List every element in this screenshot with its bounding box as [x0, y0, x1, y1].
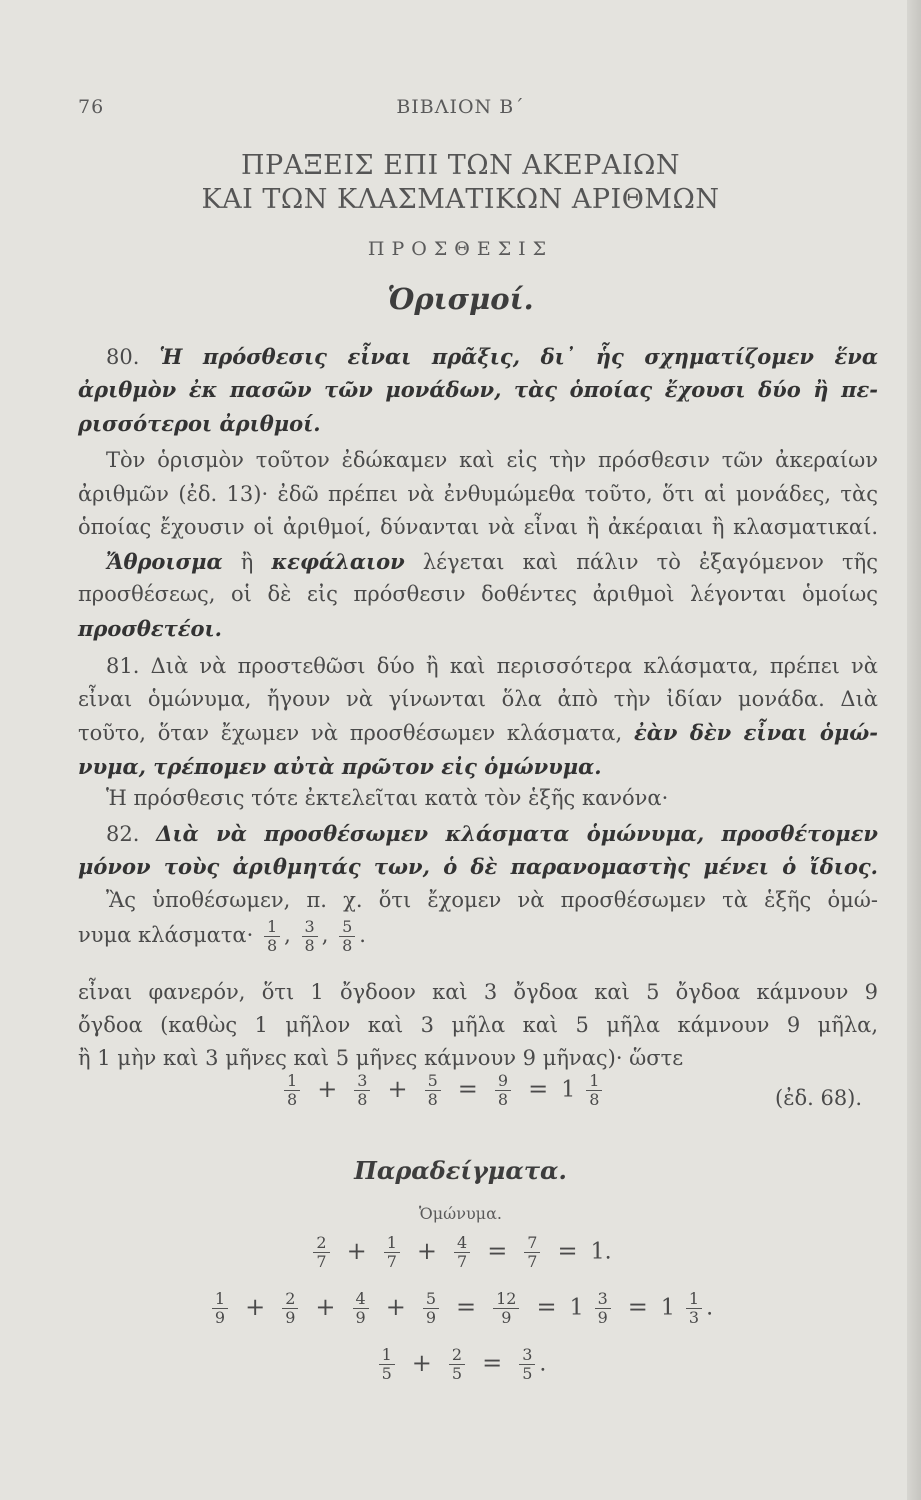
p80-line-8: προσθέσεως, οἱ δὲ εἰς πρόσθεσιν δοθέντες ἀριθμοὶ λέγονται ὁμοίως [78, 582, 878, 606]
p80-line-9: προσθετέοι. [78, 616, 222, 641]
page-edge [907, 0, 921, 1500]
reference: (ἐδ. 68). [775, 1086, 863, 1110]
p82-line-3: Ἂς ὑποθέσωμεν, π. χ. ὅτι ἔχομεν νὰ προσθέσωμεν τὰ ἑξῆς ὁμώ- [106, 888, 878, 912]
p81-line-5: Ἡ πρόσθεσις τότε ἐκτελεῖται κατὰ τὸν ἑξῆς κανόνα· [106, 786, 669, 810]
p82-line-4-text: νυμα κλάσματα· [78, 923, 254, 947]
p82-number: 82. [106, 822, 140, 846]
example-1: $\frac{2}{7}$ + $\frac{1}{7}$ + $\frac{4}{7}$ = $\frac{7}{7}$ = 1. [0, 1234, 921, 1271]
p81-rule-start: ἐὰν δὲν εἶναι ὁμώ- [633, 720, 878, 745]
p81-line-3-text: τοῦτο, ὅταν ἔχωμεν νὰ προσθέσωμεν κλάσματα, [78, 721, 623, 745]
example-2: $\frac{1}{9}$ + $\frac{2}{9}$ + $\frac{4}{9}$ + $\frac{5}{9}$ = $\frac{12}{9}$ = 1 $\frac{3}{9}$ = 1 $\frac{1}{3}$ . [0, 1290, 921, 1327]
p82-line-1 [106, 821, 878, 847]
term-kefalaion: κεφάλαιον [271, 549, 405, 574]
p80-or: ἢ [240, 550, 254, 574]
p81-line-2: εἶναι ὁμώνυμα, ἤγουν νὰ γίνωνται ὅλα ἀπὸ τὴν ἰδίαν μονάδα. Διὰ [78, 687, 878, 711]
running-head: ΒΙΒΛΙΟΝ Β΄ [396, 96, 525, 118]
section-title: ΠΡΟΣΘΕΣΙΣ [367, 238, 554, 260]
sum-equation: $\frac{1}{8}$ + $\frac{3}{8}$ + $\frac{5}{8}$ = $\frac{9}{8}$ = 1 $\frac{1}{8}$ [280, 1072, 606, 1109]
example-3: $\frac{1}{5}$ + $\frac{2}{5}$ = $\frac{3}{5}$ . [0, 1346, 921, 1383]
definitions-heading: Ὁρισμοί. [387, 282, 534, 316]
p80-line-7-rest: λέγεται καὶ πάλιν τὸ ἐξαγόμενον τῆς [422, 550, 878, 574]
p82-line-6: ὄγδοα (καθὼς 1 μῆλον καὶ 3 μῆλα καὶ 5 μῆλα κάμνουν 9 μῆλα, [78, 1013, 878, 1037]
p82-line-7: ἢ 1 μὴν καὶ 3 μῆνες καὶ 5 μῆνες κάμνουν 9 μῆνας)· ὥστε [78, 1046, 684, 1070]
p80-line-6: ὁποίας ἔχουσιν οἱ ἀριθμοί, δύνανται νὰ εἶναι ἢ ἀκέραιαι ἢ κλασματικαί. [78, 515, 878, 539]
term-athroisma: Ἄθροισμα [106, 549, 223, 574]
p80-line-2: ἀριθμὸν ἐκ πασῶν τῶν μονάδων, τὰς ὁποίας ἔχουσι δύο ἢ πε- [78, 377, 878, 402]
p81-line-3 [78, 720, 878, 746]
chapter-title-line-2: ΚΑΙ ΤΩΝ ΚΛΑΣΜΑΤΙΚΩΝ ΑΡΙΘΜΩΝ [201, 184, 720, 215]
p82-line-5: εἶναι φανερόν, ὅτι 1 ὄγδοον καὶ 3 ὄγδοα καὶ 5 ὄγδοα κάμνουν 9 [78, 980, 878, 1004]
page-number: 76 [78, 96, 105, 118]
p80-line-7 [106, 549, 878, 575]
p81-line-1: 81. Διὰ νὰ προστεθῶσι δύο ἢ καὶ περισσότερα κλάσματα, πρέπει νὰ [106, 654, 878, 678]
chapter-title-line-1: ΠΡΑΞΕΙΣ ΕΠΙ ΤΩΝ ΑΚΕΡΑΙΩΝ [240, 150, 681, 181]
p80-line-5: ἀριθμῶν (ἐδ. 13)· ἐδῶ πρέπει νὰ ἐνθυμώμεθα τοῦτο, ὅτι αἱ μονάδες, τὰς [78, 482, 878, 506]
p80-line-4: Τὸν ὁρισμὸν τοῦτον ἐδώκαμεν καὶ εἰς τὴν πρόσθεσιν τῶν ἀκεραίων [106, 448, 878, 472]
p80-line-1 [106, 344, 878, 370]
p80-line-3: ρισσότεροι ἀριθμοί. [78, 411, 321, 436]
p82-line-2: μόνον τοὺς ἀριθμητάς των, ὁ δὲ παρανομαστὴς μένει ὁ ἴδιος. [78, 854, 878, 879]
p82-rule: Διὰ νὰ προσθέσωμεν κλάσματα ὁμώνυμα, προσθέτομεν [156, 821, 878, 846]
examples-heading: Παραδείγματα. [354, 1156, 567, 1185]
examples-subheading: Ὁμώνυμα. [419, 1204, 502, 1223]
p81-line-4: νυμα, τρέπομεν αὐτὰ πρῶτον εἰς ὁμώνυμα. [78, 754, 602, 779]
p82-line-4: νυμα κλάσματα· $\frac{1}{8}$ , $\frac{3}{8}$ , $\frac{5}{8}$ . [78, 917, 366, 955]
p80-number: 80. [106, 345, 140, 369]
p80-definition: Ἡ πρόσθεσις εἶναι πρᾶξις, δι᾿ ἧς σχηματίζομεν ἕνα [159, 344, 878, 369]
